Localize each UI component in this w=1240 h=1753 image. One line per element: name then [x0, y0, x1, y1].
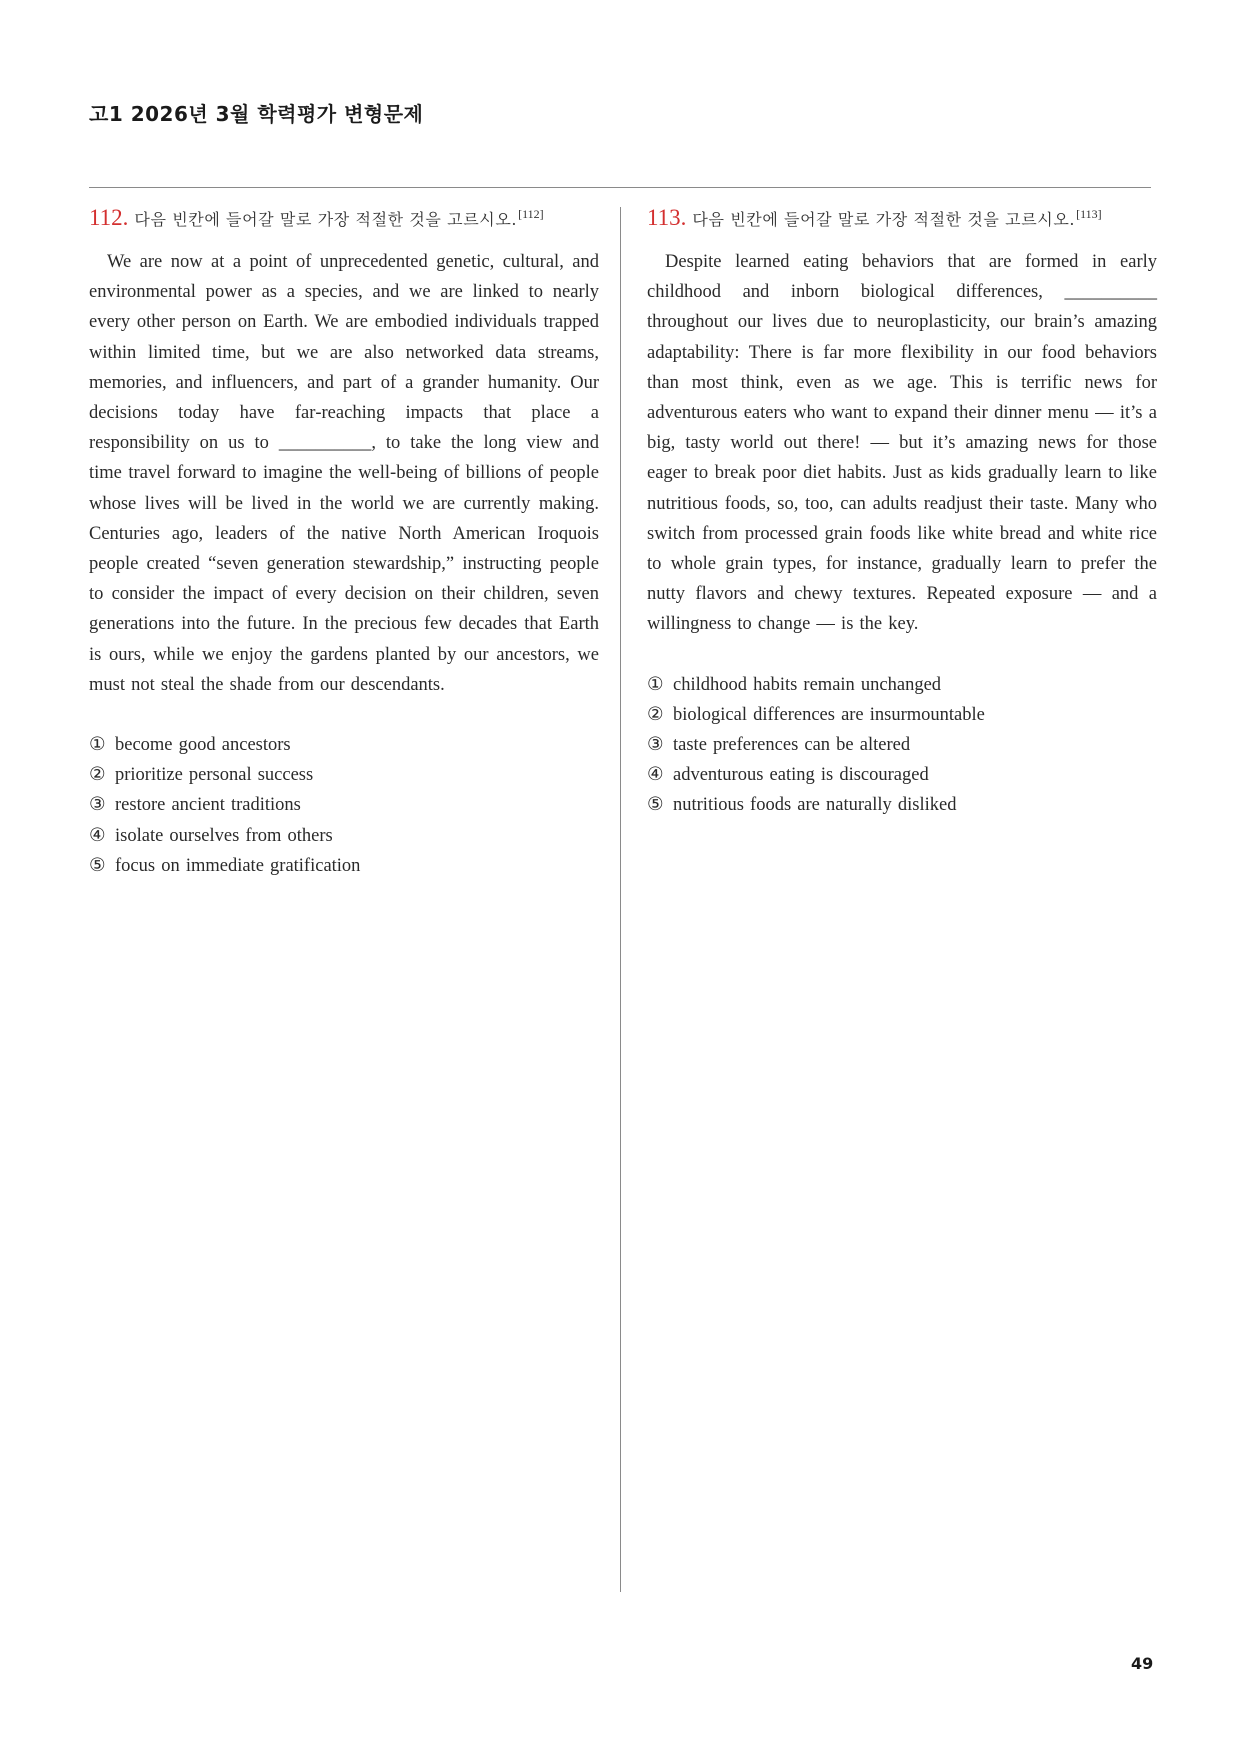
question-112 [89, 205, 599, 881]
choice-marker: ① [647, 674, 664, 695]
answer-choice-3[interactable] [647, 730, 1157, 760]
page-number: 49 [1131, 1654, 1154, 1673]
choice-marker: ④ [647, 765, 664, 786]
question-passage: Despite learned eating behaviors that are formed in early childhood and inborn biological differences, __________ throughout our lives due to neuroplasticity, our brain’s amazing adaptability: There is far more flexibility in our food behaviors than most think, even as we age. This is terrific news for adventurous eaters who want to expand their dinner menu — it’s a big, tasty world out there! — but it’s amazing news for those eager to break poor diet habits. Just as kids gradually learn to like nutritious foods, so, too, can adults readjust their taste. Many who switch from processed grain foods like white bread and white rice to whole grain types, for instance, gradually learn to prefer the nutty flavors and chewy textures. Repeated exposure — and a willingness to change — is the key. [647, 252, 1157, 635]
choice-marker: ③ [89, 795, 106, 816]
answer-choices [89, 730, 599, 881]
choice-text: become good ancestors [115, 735, 291, 756]
answer-choice-4[interactable] [647, 760, 1157, 790]
choice-marker: ② [647, 704, 664, 725]
question-number: 112. [89, 205, 129, 230]
question-reference: [113] [1076, 207, 1102, 221]
choice-marker: ⑤ [647, 795, 664, 816]
answer-choice-5[interactable] [647, 790, 1157, 820]
choice-marker: ② [89, 765, 106, 786]
question-header [89, 205, 599, 239]
choice-marker: ⑤ [89, 855, 106, 876]
choice-text: isolate ourselves from others [115, 825, 333, 846]
page-header-title: 고1 2026년 3월 학력평가 변형문제 [89, 102, 424, 126]
choice-text: restore ancient traditions [115, 795, 301, 816]
choice-text: prioritize personal success [115, 765, 314, 786]
question-passage: We are now at a point of unprecedented genetic, cultural, and environmental power as a species, and we are linked to nearly every other person on Earth. We are embodied individuals trapped within limited time, but we are also networked data streams, memories, and influencers, and part of a grander humanity. Our decisions today have far‐reaching impacts that place a responsibility on us to __________, to take the long view and time travel forward to imagine the well‐being of billions of people whose lives will be lived in the world we are currently making. Centuries ago, leaders of the native North American Iroquois people created “seven generation stewardship,” instructing people to consider the impact of every decision on their children, seven generations into the future. In the precious few decades that Earth is ours, while we enjoy the gardens planted by our ancestors, we must not steal the shade from our descendants. [89, 252, 599, 695]
choice-marker: ① [89, 735, 106, 756]
question-reference: [112] [518, 207, 544, 221]
answer-choice-2[interactable] [647, 700, 1157, 730]
choice-text: focus on immediate gratification [115, 855, 361, 876]
choice-text: childhood habits remain unchanged [673, 674, 942, 695]
answer-choice-3[interactable] [89, 790, 599, 820]
choice-text: taste preferences can be altered [673, 735, 911, 756]
choice-marker: ④ [89, 825, 106, 846]
choice-marker: ③ [647, 735, 664, 756]
choice-text: adventurous eating is discouraged [673, 765, 929, 786]
answer-choices [647, 670, 1157, 821]
answer-choice-4[interactable] [89, 821, 599, 851]
question-number: 113. [647, 205, 687, 230]
answer-choice-1[interactable] [647, 670, 1157, 700]
choice-text: nutritious foods are naturally disliked [673, 795, 957, 816]
header-divider [89, 187, 1151, 188]
question-header [647, 205, 1157, 239]
column-divider [620, 207, 621, 1592]
answer-choice-1[interactable] [89, 730, 599, 760]
question-instruction: 다음 빈칸에 들어갈 말로 가장 적절한 것을 고르시오. [692, 210, 1076, 229]
question-instruction: 다음 빈칸에 들어갈 말로 가장 적절한 것을 고르시오. [134, 210, 518, 229]
answer-choice-5[interactable] [89, 851, 599, 881]
choice-text: biological differences are insurmountable [673, 704, 985, 725]
answer-choice-2[interactable] [89, 760, 599, 790]
question-113 [647, 205, 1157, 821]
